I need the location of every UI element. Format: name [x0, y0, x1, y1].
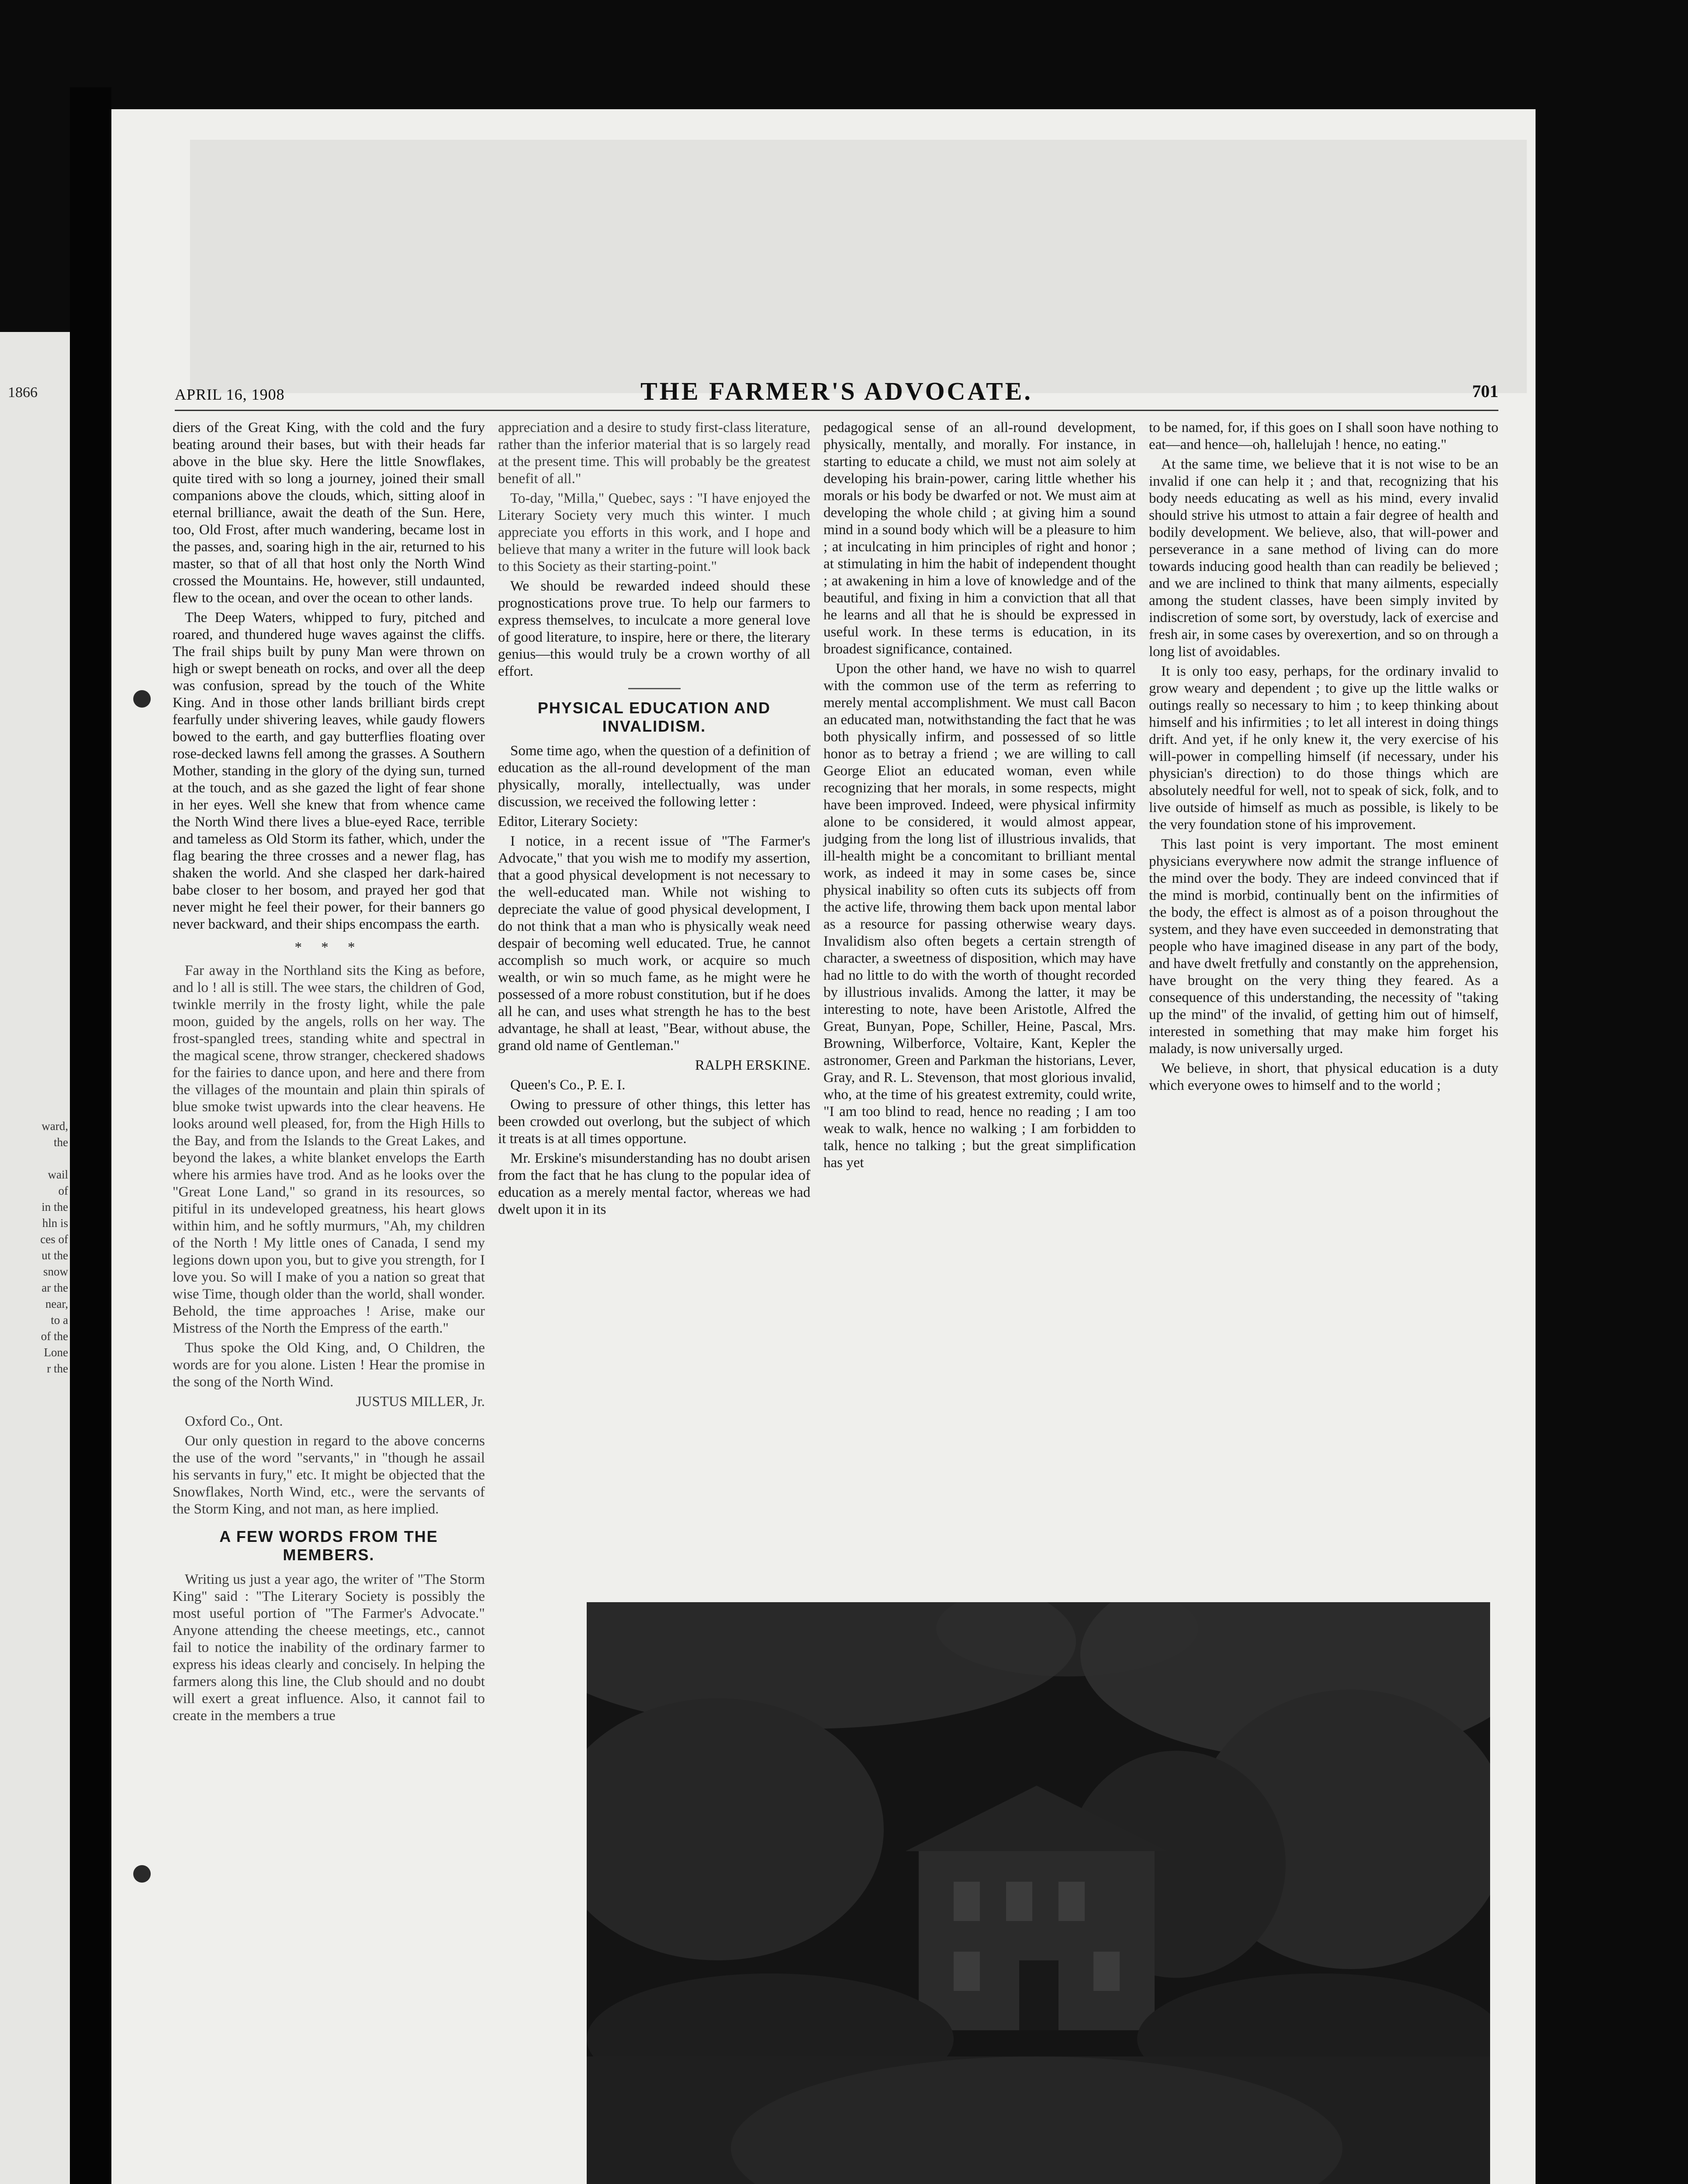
author-signature: JUSTUS MILLER, Jr.: [356, 1394, 485, 1410]
binding-gutter: [70, 87, 111, 2184]
lawn-photograph: [587, 1602, 1490, 2184]
paragraph: We believe, in short, that physical education is a duty which everyone owes to himself and to the world ;: [1149, 1061, 1498, 1093]
paragraph: appreciation and a desire to study first-class literature, rather than the inferior material that is so largely read at the present time. This will probably be the greatest benefit of all.": [498, 420, 810, 487]
newspaper-page: [111, 109, 1536, 2184]
letter-salutation: Editor, Literary Society:: [498, 814, 638, 829]
column-2: [498, 419, 810, 1221]
paragraph: Upon the other hand, we have no wish to quarrel with the common use of the term as referring to merely mental accomplishment. We must call Bacon an educated man, notwithstanding the fact that he was both physically infirm, and possessed of so little honor as to betray a friend ; we are willing to call George Eliot an educated woman, even while recognizing that her morals, in some respects, might have been improved. Indeed, were physical infirmity alone to be considered, it would almost appear, judging from the long list of illustrious invalids, that ill-health might be a concomitant to brilliant mental work, as indeed it may in some cases be, since physical inability so often cuts its subjects off from the active life, throwing them back upon mental labor as a resource for passing otherwise weary days. Invalidism also often begets a certain strength of character, a sweetness of disposition, which may have had no little to do with the worth of thought recorded by illustrious invalids. Among the latter, it may be interesting to note, have been Aristotle, Alfred the Great, Bunyan, Pope, Schiller, Heine, Pascal, Mrs. Browning, Wilberforce, Voltaire, Kant, Kepler the astronomer, Green and Parkman the historians, Lever, Gray, and R. L. Stevenson, that most glorious invalid, who, at the time of his greatest extremity, could write, "I am too blind to read, hence no reading ; I am too weak to walk, hence no walking ; I am forbidden to talk, hence no talking ; but the great simplification has yet: [823, 661, 1136, 1171]
punch-hole: [133, 690, 151, 708]
paragraph: Thus spoke the Old King, and, O Children, the words are for you alone. Listen ! Hear the promise in the song of the North Wind.: [173, 1340, 485, 1390]
divider: [628, 688, 681, 689]
paragraph: Mr. Erskine's misunderstanding has no doubt arisen from the fact that he has clung to the popular idea of education as a merely mental factor, whereas we had dwelt upon it in its: [498, 1151, 810, 1217]
paragraph: The Deep Waters, whipped to fury, pitched and roared, and thundered huge waves against the cliffs. The frail ships built by puny Man were thrown on high or swept beneath on rocks, and over all the deep was confusion, spread by the touch of the White King. And in those other lands brilliant birds crept fearfully under shivering leaves, while gaudy flowers bowed to the earth, and gay butterflies floating over rose-decked lawns fell among the grasses. A Southern Mother, standing in the glory of the dying sun, turned at the touch, and as she gazed the light of fear shone in her eyes. Well she knew that from whence came the North Wind there lives a blue-eyed Race, terrible and tameless as Old Storm its father, which, under the flag bearing the three crosses and a newer flag, has shaken the world. And she clasped her dark-haired babe closer to her bosom, and prayed her god that never might he feel their power, for their banners go never backward, and their ships encompass the earth.: [173, 610, 485, 932]
previous-page-edge: [0, 332, 70, 2184]
paragraph: diers of the Great King, with the cold and the fury beating around their bases, but with their heads far above in the blue sky. Here the little Snowflakes, quite tired with so long a journey, joined their small companions above the clouds, which, sitting aloof in eternal brilliance, await the death of the Sun. Here, too, Old Frost, after much wandering, became lost in the passes, and, soaring high in the air, returned to his master, so that of all that host only the North Wind crossed the Mountains. He, however, still undaunted, flew to the ocean, and over the ocean to other lands.: [173, 420, 485, 606]
author-location: Oxford Co., Ont.: [185, 1413, 283, 1429]
paragraph: to be named, for, if this goes on I shall soon have nothing to eat—and hence—oh, hallelujah ! hence, no eating.": [1149, 420, 1498, 453]
lawn-photo-image: [587, 1602, 1490, 2184]
paragraph: We should be rewarded indeed should these prognostications prove true. To help our farmers to express themselves, to inculcate a more general love of good literature, to inspire, here or there, the literary genius—this would truly be a crown worthy of all effort.: [498, 578, 810, 679]
column-3: [823, 419, 1136, 1174]
top-margin: [190, 140, 1527, 393]
section-heading: A FEW WORDS FROM THE MEMBERS.: [219, 1527, 438, 1564]
paragraph: Our only question in regard to the above concerns the use of the word "servants," in "though he assail his servants in fury," etc. It might be objected that the Snowflakes, North Wind, etc., were the servants of the Storm King, and not man, as here implied.: [173, 1433, 485, 1517]
punch-hole: [133, 1865, 151, 1883]
paragraph: Writing us just a year ago, the writer of "The Storm King" said : "The Literary Society is possibly the most useful portion of "The Farmer's Advocate." Anyone attending the cheese meetings, etc., cannot fail to notice the inability of the ordinary farmer to express his ideas clearly and concisely. In helping the farmers along this line, the Club should and no doubt will exert a great influence. Also, it cannot fail to create in the members a true: [173, 1572, 485, 1724]
paragraph: Owing to pressure of other things, this letter has been crowded out overlong, but the subject of which it treats is at all times opportune.: [498, 1097, 810, 1147]
header-rule: [175, 410, 1498, 411]
paragraph: pedagogical sense of an all-round development, physically, mentally, and morally. For instance, in starting to educate a child, we must not aim solely at developing his brain-power, caring little whether his morals or his body be dwarfed or not. We must aim at developing the whole child ; at giving him a sound mind in a sound body which will be a pleasure to him ; at inculcating in him principles of right and honor ; at stimulating in him the habit of independent thought ; at awakening in him a love of knowledge and of the beautiful, and fixing in him a conviction that all that he learns and all that he is should be expressed in useful work. In these terms is education, in its broadest significance, contained.: [823, 420, 1136, 657]
section-break: * * *: [294, 940, 363, 955]
issue-date: APRIL 16, 1908: [175, 386, 285, 403]
column-4: [1149, 419, 1498, 1097]
paragraph: To-day, "Milla," Quebec, says : "I have enjoyed the Literary Society very much this winter. I much appreciate you efforts in this work, and I hope and believe that many a writer in the future will look back to this Society as their starting-point.": [498, 491, 810, 574]
paragraph: I notice, in a recent issue of "The Farmer's Advocate," that you wish me to modify my assertion, that a good physical development is not necessary to the well-educated man. While not wishing to depreciate the value of good physical development, I do not think that a man who is physically weak need despair of becoming well educated. True, he cannot accomplish so much work, or acquire so much wealth, or win so much fame, as he might were he possessed of a more robust constitution, but if he does all he can, and uses what strength he has to the best advantage, he shall at least, "Bear, without abuse, the grand old name of Gentleman.": [498, 833, 810, 1054]
paragraph: Some time ago, when the question of a definition of education as the all-round development of the man physically, morally, intellectually, was under discussion, we received the following letter :: [498, 743, 810, 810]
paragraph: At the same time, we believe that it is not wise to be an invalid if one can help it ; and that, recognizing that his body needs educating as well as his mind, every invalid should strive his utmost to attain a fair degree of health and bodily development. We believe, also, that will-power and perseverance in a sane method of living can do more towards inducing good health than can readily be believed ; and we are inclined to think that many ailments, especially among the student classes, have been simply invited by indiscretion of some sort, by overstudy, lack of exercise and fresh air, in some cases by overexertion, and so on through a long list of avoidables.: [1149, 456, 1498, 660]
page-number: 701: [1472, 381, 1498, 401]
page-header: [175, 377, 1498, 407]
author-signature: RALPH ERSKINE.: [695, 1057, 810, 1073]
column-1: [173, 419, 485, 1727]
paragraph: This last point is very important. The most eminent physicians everywhere now admit the strange influence of the mind over the body. They are indeed convinced that if the mind is morbid, continually bent on the infirmities of the body, the effect is almost as of a poison throughout the system, and they have even succeeded in demonstrating that people who have imagined disease in any part of the body, and have dwelt fretfully and constantly on the apprehension, have brought on the very thing they feared. As a consequence of this understanding, the necessity of "taking up the mind" of the invalid, of getting him out of himself, interested in something that may make him forget his malady, is now universally urged.: [1149, 836, 1498, 1057]
previous-page-text-fragment: ward, the wail of in the hln is ces of ut the snow ar the near, to a of the Lone r the: [40, 1120, 68, 1375]
paragraph: It is only too easy, perhaps, for the ordinary invalid to grow weary and dependent ; to give up the little walks or outings really so necessary to him ; to keep thinking about himself and his infirmities ; to let all interest in doing things drift. And yet, if he only knew it, the very exercise of his will-power in compelling himself (if necessary, under his physician's direction) to do those things which are absolutely needful for well, not to speak of sick, folk, and to live outside of himself as much as possible, is likely to be the very foundation stone of his improvement.: [1149, 663, 1498, 833]
section-heading: PHYSICAL EDUCATION AND INVALIDISM.: [537, 699, 771, 735]
previous-page-number: 1866: [8, 384, 38, 401]
author-location: Queen's Co., P. E. I.: [510, 1077, 626, 1093]
paragraph: Far away in the Northland sits the King as before, and lo ! all is still. The wee stars, the children of God, twinkle merrily in the frosty light, while the pale moon, guided by the angels, rolls on her way. The frost-spangled trees, standing white and spectral in the magical scene, throw stranger, checkered shadows for the fairies to dance upon, and here and there from the villages of the mountain and plain thin spirals of blue smoke twist upwards into the clear heavens. He looks around well pleased, for, from the High Hills to the Bay, and from the Islands to the Great Lakes, and beyond the lakes, a white blanket envelops the Earth where his armies have trod. And as he looks over the "Great Lone Land," so grand in its resources, so pitiful in its undeveloped greatness, his heart glows within him, and he softly murmurs, "Ah, my children of the North ! My little ones of Canada, I send my legions down upon you, but to give you strength, for I love you. So will I make of you a nation so great that wise Time, though older than the world, shall wonder. Behold, the time approaches ! Arise, make our Mistress of the North the Empress of the earth.": [173, 963, 485, 1336]
masthead-title: THE FARMER'S ADVOCATE.: [640, 377, 1033, 405]
